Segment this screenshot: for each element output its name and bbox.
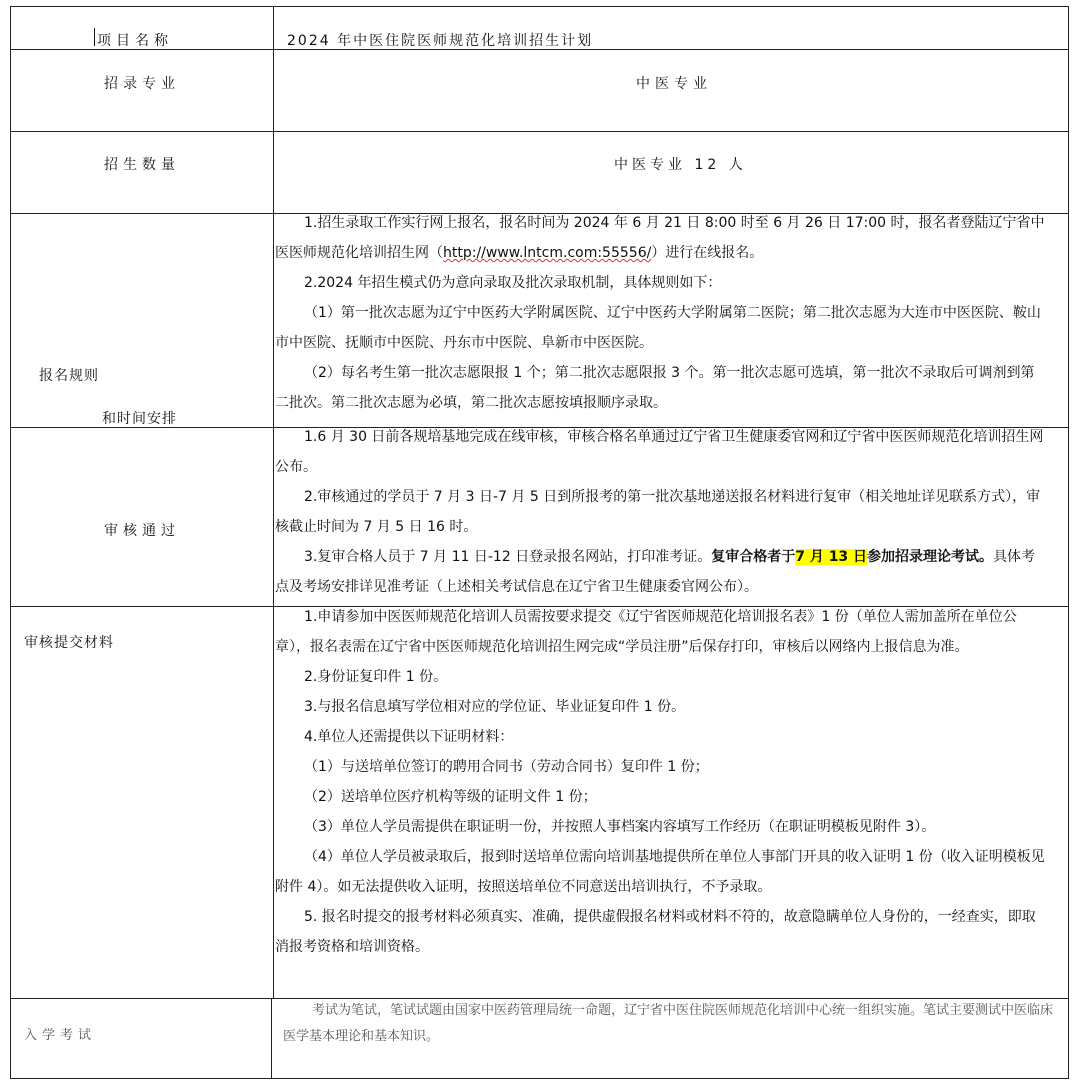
materials-item-8: （4）单位人学员被录取后，报到时送培单位需向培训基地提供所在单位人事部门开具的收入证明 1 份（收入证明模板见附件 4）。如无法提供收入证明，按照送培单位不同意送出培训执行，不予录取。 <box>275 849 1045 895</box>
project-name-label: 项目名称 <box>97 33 173 49</box>
materials-item-7: （3）单位人学员需提供在职证明一份，并按照人事档案内容填写工作经历（在职证明模板见附件 3）。 <box>304 819 936 835</box>
exam-date-highlight: 7 月 13 日 <box>795 549 868 565</box>
materials-item-3: 3.与报名信息填写学位相对应的学位证、毕业证复印件 1 份。 <box>304 699 686 715</box>
review-item-2: 2.审核通过的学员于 7 月 3 日-7 月 5 日到所报考的第一批次基地递送报名材料进行复审（相关地址详见联系方式），审核截止时间为 7 月 5 日 16 时。 <box>275 489 1041 535</box>
rules-item-1: 1.招生录取工作实行网上报名，报名时间为 2024 年 6 月 21 日 8:00 时至 6 月 26 日 17:00 时，报名者登陆辽宁省中医医师规范化培训招生网（http://www.lntcm.com:55556/）进行在线报名。 <box>275 215 1045 261</box>
materials-item-6: （2）送培单位医疗机构等级的证明文件 1 份； <box>304 789 597 805</box>
registration-url-link[interactable]: http://www.lntcm.com:55556/ <box>443 245 652 261</box>
review-label: 审核通过 <box>104 523 180 539</box>
rules-content <box>275 208 1045 418</box>
column-divider <box>273 7 274 999</box>
materials-content <box>275 602 1045 962</box>
exam-item-1: 考试为笔试，笔试试题由国家中医药管理局统一命题，辽宁省中医住院医师规范化培训中心统一组织实施。笔试主要测试中医临床医学基本理论和基本知识。 <box>283 1003 1054 1044</box>
materials-item-9: 5. 报名时提交的报考材料必须真实、准确，提供虚假报名材料或材料不符的，故意隐瞒单位人身份的，一经查实，即取消报考资格和培训资格。 <box>275 909 1036 955</box>
materials-item-5: （1）与送培单位签订的聘用合同书（劳动合同书）复印件 1 份； <box>304 759 709 775</box>
materials-item-1: 1.申请参加中医医师规范化培训人员需按要求提交《辽宁省医师规范化培训报名表》1 份（单位人需加盖所在单位公章），报名表需在辽宁省中医医师规范化培训招生网完成“学员注册”后保存打印，审核后以网络内上报信息为准。 <box>275 609 1017 655</box>
review-item-3: 3.复审合格人员于 7 月 11 日-12 日登录报名网站，打印准考证。复审合格者于7 月 13 日参加招录理论考试。具体考点及考场安排详见准考证（上述相关考试信息在辽宁省卫生健康委官网公布）。 <box>275 549 1036 595</box>
exam-content <box>283 998 1055 1050</box>
rules-item-2: 2.2024 年招生模式仍为意向录取及批次录取机制，具体规则如下： <box>304 275 722 291</box>
major-label: 招录专业 <box>104 76 180 92</box>
major-value: 中医专业 <box>636 76 712 92</box>
quota-label: 招生数量 <box>104 157 180 173</box>
materials-item-2: 2.身份证复印件 1 份。 <box>304 669 448 685</box>
project-name-value: 2024 年中医住院医师规范化培训招生计划 <box>287 33 594 49</box>
rules-label-line2: 和时间安排 <box>102 411 177 427</box>
rules-label-line1: 报名规则 <box>39 368 99 384</box>
review-content <box>275 422 1045 602</box>
review-item-1: 1.6 月 30 日前各规培基地完成在线审核，审核合格名单通过辽宁省卫生健康委官网和辽宁省中医医师规范化培训招生网公布。 <box>275 429 1044 475</box>
text-cursor <box>94 28 95 46</box>
row-divider <box>11 131 1068 132</box>
materials-item-4: 4.单位人还需提供以下证明材料： <box>304 729 514 745</box>
column-divider <box>271 998 272 1078</box>
materials-label: 审核提交材料 <box>24 635 114 651</box>
rules-item-4: （2）每名考生第一批次志愿限报 1 个；第二批次志愿限报 3 个。第一批次志愿可选填，第一批次不录取后可调剂到第二批次。第二批次志愿为必填，第二批次志愿按填报顺序录取。 <box>275 365 1035 411</box>
rules-item-3: （1）第一批次志愿为辽宁中医药大学附属医院、辽宁中医药大学附属第二医院；第二批次志愿为大连市中医医院、鞍山市中医院、抚顺市中医院、丹东市中医院、阜新市中医医院。 <box>275 305 1041 351</box>
quota-value: 中医专业 12 人 <box>614 157 747 173</box>
exam-label: 入学考试 <box>24 1028 97 1043</box>
